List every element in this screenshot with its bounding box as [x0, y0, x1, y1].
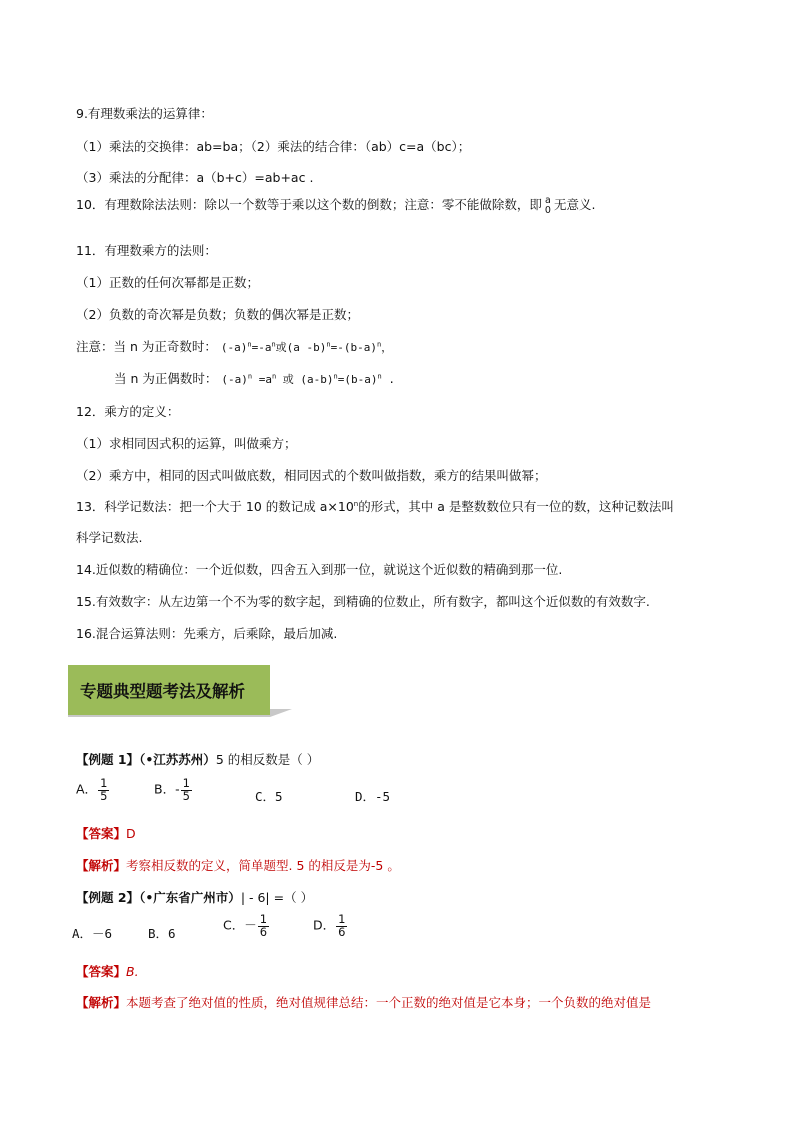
answer-value: B.	[126, 964, 139, 979]
rule-9-line-3: （3）乘法的分配律：a（b+c）=ab+ac .	[76, 170, 314, 185]
rule-15: 15.有效数字：从左边第一个不为零的数字起，到精确的位数止，所有数字，都叫这个近似数的有效数字.	[76, 594, 650, 609]
rule-12-heading: 12．乘方的定义：	[76, 404, 180, 419]
rule-13-part: 13．科学记数法：把一个大于 10 的数记成 a×10	[76, 499, 354, 514]
rule-13-line-2: 科学记数法.	[76, 530, 143, 545]
exponent: n	[247, 340, 252, 349]
example-1-option-d: D．-5	[355, 789, 391, 804]
answer-tag: 【答案】	[76, 964, 127, 979]
example-1-tag: 【例题 1】	[76, 752, 140, 767]
section-banner	[68, 665, 270, 715]
exponent: n	[271, 372, 277, 381]
fraction-numerator: a	[545, 195, 551, 206]
rule-11-heading: 11．有理数乘方的法则：	[76, 243, 217, 258]
exponent: n	[353, 499, 359, 508]
fraction-numerator: 1	[259, 912, 268, 926]
exponent: n	[377, 340, 382, 349]
example-1-question	[76, 750, 319, 768]
rule-11-line-1: （1）正数的任何次幂都是正数；	[76, 275, 259, 290]
note-label: 注意：当 n 为正奇数时：	[76, 339, 217, 354]
rule-12-line-2: （2）乘方中，相同的因式叫做底数，相同因式的个数叫做指数，乘方的结果叫做幂；	[76, 468, 547, 483]
exponent: n	[333, 372, 338, 381]
note-even-part: (-a)	[221, 373, 248, 386]
option-label: A．	[76, 781, 98, 797]
note-odd	[76, 337, 392, 355]
fraction	[98, 778, 109, 802]
rule-10-tail: 无意义.	[553, 197, 596, 212]
fraction	[258, 914, 269, 938]
example-2-text: | - 6| =（ ）	[240, 890, 314, 905]
rule-10-text: 10．有理数除法法则：除以一个数等于乘以这个数的倒数；注意：零不能做除数，即	[76, 197, 542, 212]
exponent: n	[326, 340, 331, 349]
example-2-analysis	[76, 993, 651, 1011]
fraction-numerator: 1	[100, 776, 108, 790]
note-even	[114, 369, 395, 387]
example-1-option-c: C．5	[255, 789, 283, 804]
note-even-label: 当 n 为正偶数时：	[114, 371, 218, 386]
note-odd-part: ，	[381, 341, 393, 354]
fraction-denominator: 6	[259, 924, 268, 939]
note-even-part: =a	[252, 373, 272, 386]
example-1-answer	[76, 824, 136, 842]
note-odd-part: (-a)	[220, 341, 248, 354]
fraction-denominator: 5	[182, 788, 190, 803]
section-banner-title: 专题典型题考法及解析	[80, 682, 245, 701]
note-even-part: .	[381, 373, 395, 386]
rule-9-heading: 9.有理数乘法的运算律：	[76, 106, 213, 121]
rule-11-line-2: （2）负数的奇次幂是负数；负数的偶次幂是正数；	[76, 307, 359, 322]
example-2-option-b: B．6	[148, 926, 176, 941]
rule-16: 16.混合运算法则：先乘方，后乘除，最后加减.	[76, 626, 338, 641]
exponent: n	[247, 372, 253, 381]
answer-value: D	[126, 826, 136, 841]
example-2-source: （•广东省广州市）	[139, 890, 241, 905]
rule-10	[76, 195, 595, 215]
option-label: B．-	[154, 781, 180, 797]
note-even-part: =(b-a)	[337, 373, 378, 386]
answer-tag: 【答案】	[76, 826, 127, 841]
example-1-analysis	[76, 856, 400, 874]
analysis-text: 本题考查了绝对值的性质，绝对值规律总结：一个正数的绝对值是它本身；一个负数的绝对值是	[126, 995, 652, 1010]
fraction	[336, 914, 347, 938]
fraction-numerator: 1	[338, 912, 346, 926]
rule-13-part: 的形式，其中 a 是整数数位只有一位的数，这种记数法叫	[358, 499, 674, 514]
a-over-zero-fraction	[543, 196, 553, 215]
rule-14: 14.近似数的精确位：一个近似数，四舍五入到那一位，就说这个近似数的精确到那一位.	[76, 562, 563, 577]
rule-12-line-1: （1）求相同因式积的运算，叫做乘方；	[76, 436, 297, 451]
example-2-option-a: A．－6	[72, 926, 113, 941]
note-odd-part: =-a	[251, 341, 272, 354]
rule-13-line-1	[76, 497, 674, 515]
analysis-tag: 【解析】	[76, 858, 127, 873]
example-2-option-d	[313, 914, 348, 938]
option-label: D．	[313, 917, 336, 933]
fraction-numerator: 1	[182, 776, 190, 790]
analysis-text: 考察相反数的定义，简单题型. 5 的相反是为-5 。	[126, 858, 400, 873]
example-1-option-b	[154, 778, 193, 802]
option-label: C．－	[223, 917, 257, 933]
note-even-part: 或 (a-b)	[276, 373, 334, 386]
example-2-answer	[76, 962, 139, 980]
example-1-text: 5 的相反数是（ ）	[215, 752, 320, 767]
exponent: n	[271, 340, 276, 349]
fraction-denominator: 5	[100, 788, 108, 803]
note-odd-part: 或(a -b)	[275, 341, 327, 354]
analysis-tag: 【解析】	[76, 995, 127, 1010]
rule-9-line-1: （1）乘法的交换律：ab=ba；（2）乘法的结合律：（ab）c=a（bc）；	[76, 139, 471, 154]
example-1-source: （•江苏苏州）	[139, 752, 216, 767]
example-2-question	[76, 888, 313, 906]
fraction-denominator: 0	[544, 204, 551, 216]
fraction-denominator: 6	[338, 924, 346, 939]
fraction	[181, 778, 192, 802]
exponent: n	[377, 372, 382, 381]
example-2-tag: 【例题 2】	[76, 890, 140, 905]
example-2-option-c	[223, 914, 270, 938]
note-odd-part: =-(b-a)	[330, 341, 377, 354]
example-1-option-a	[76, 778, 110, 802]
